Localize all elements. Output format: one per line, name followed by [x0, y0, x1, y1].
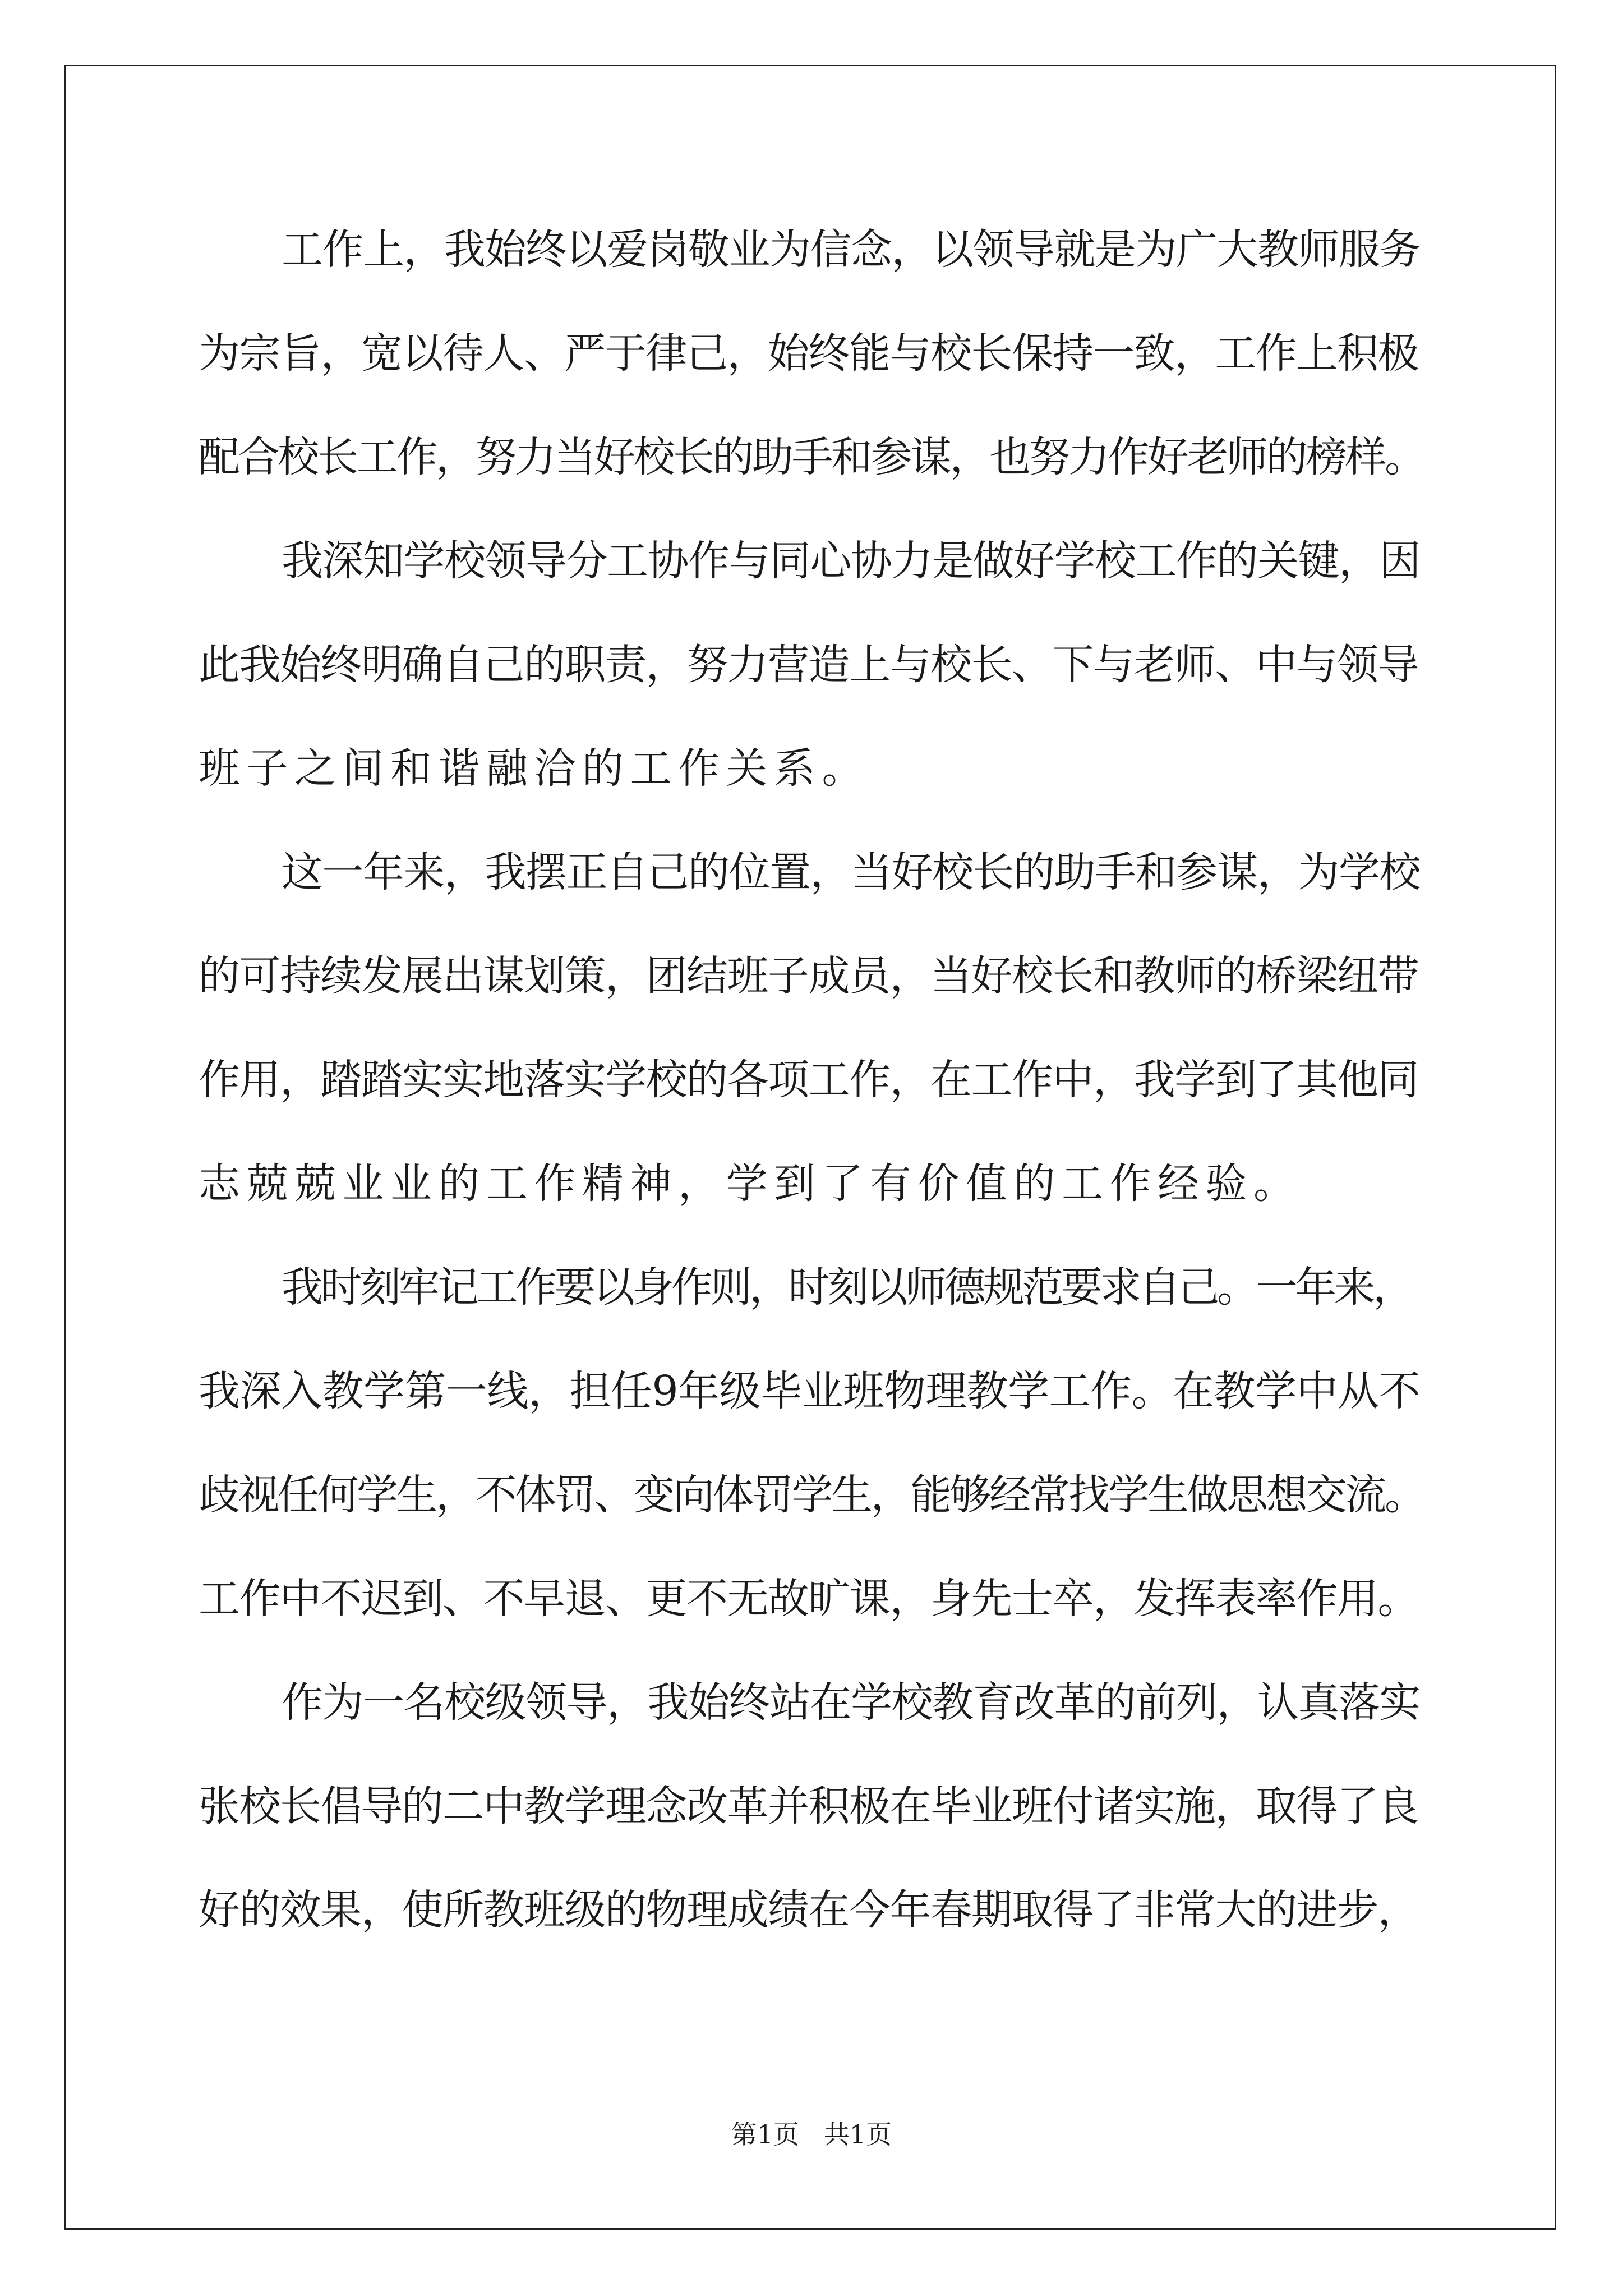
document-body	[199, 220, 1427, 1984]
text-line: 配合校长工作，努力当好校长的助手和参谋，也努力作好老师的榜样。	[199, 433, 1424, 481]
text-line: 我时刻牢记工作要以身作则，时刻以师德规范要求自己。一年来，	[282, 1263, 1412, 1312]
text-line: 志兢兢业业的工作精神，学到了有价值的工作经验。	[199, 1159, 1302, 1208]
text-line: 作用，踏踏实实地落实学校的各项工作，在工作中，我学到了其他同	[199, 1056, 1418, 1104]
text-line: 的可持续发展出谋划策，团结班子成员，当好校长和教师的桥梁纽带	[199, 952, 1418, 1000]
text-line: 此我始终明确自己的职责，努力营造上与校长、下与老师、中与领导	[199, 641, 1418, 689]
text-line: 作为一名校级领导，我始终站在学校教育改革的前列，认真落实	[282, 1678, 1420, 1727]
text-line: 我深知学校领导分工协作与同心协力是做好学校工作的关键，因	[282, 537, 1420, 585]
text-line: 为宗旨，宽以待人、严于律己，始终能与校长保持一致，工作上积极	[199, 329, 1418, 378]
text-line: 好的效果，使所教班级的物理成绩在今年春期取得了非常大的进步，	[199, 1886, 1418, 1934]
text-line: 这一年来，我摆正自己的位置，当好校长的助手和参谋，为学校	[282, 848, 1420, 896]
text-line: 歧视任何学生，不体罚、变向体罚学生，能够经常找学生做思想交流。	[199, 1471, 1424, 1519]
text-line: 我深入教学第一线，担任9年级毕业班物理教学工作。在教学中从不	[199, 1367, 1421, 1415]
text-line: 张校长倡导的二中教学理念改革并积极在毕业班付诸实施，取得了良	[199, 1782, 1418, 1830]
page-number-footer: 第1页 共1页	[731, 2119, 892, 2150]
text-line: 班子之间和谐融洽的工作关系。	[199, 744, 870, 793]
text-line: 工作上，我始终以爱岗敬业为信念，以领导就是为广大教师服务	[282, 226, 1420, 274]
text-line: 工作中不迟到、不早退、更不无故旷课，身先士卒，发挥表率作用。	[199, 1575, 1418, 1623]
